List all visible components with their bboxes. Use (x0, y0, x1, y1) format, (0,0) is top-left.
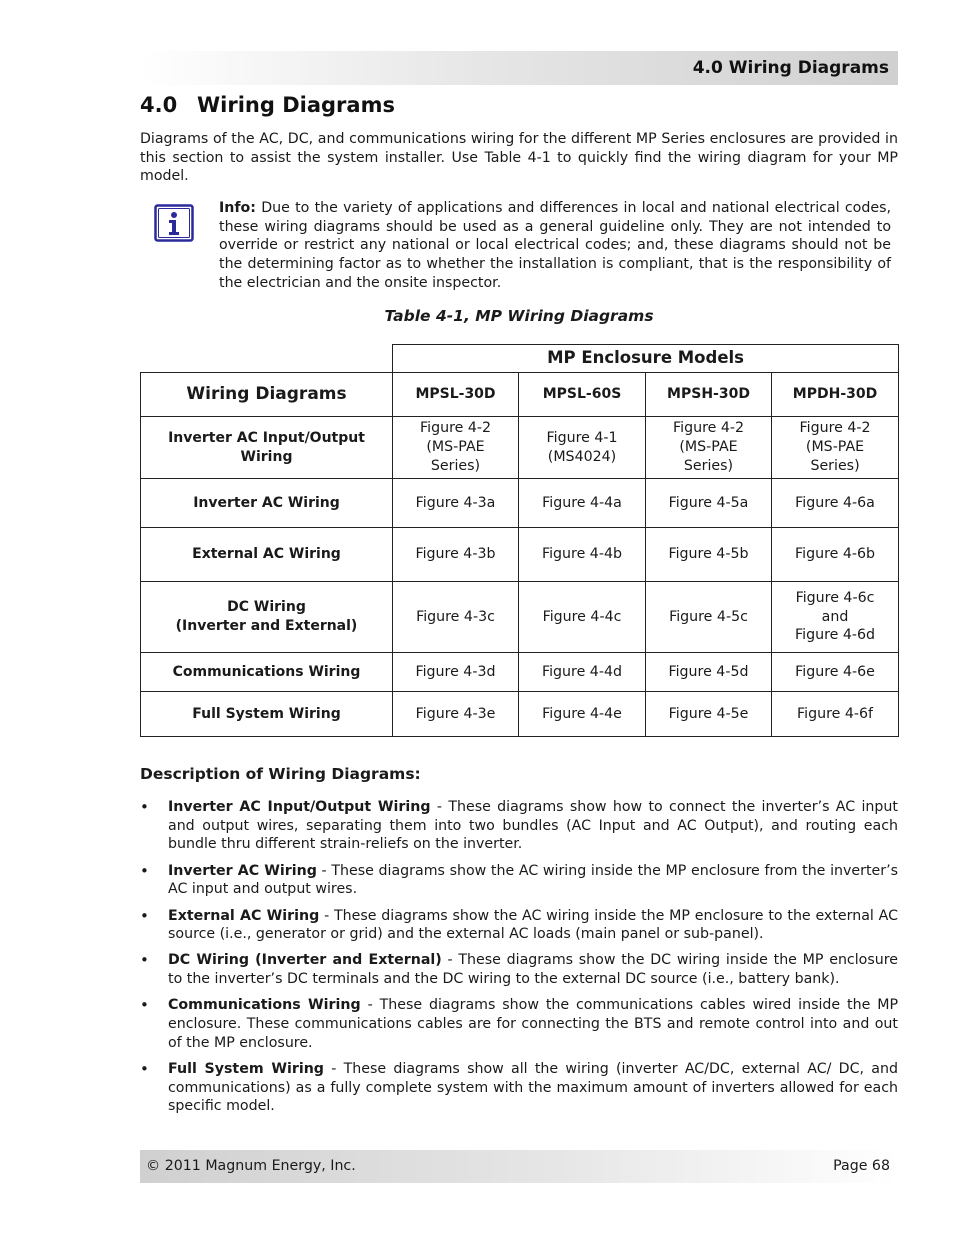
row-label: Full System Wiring (141, 692, 393, 737)
table-row (141, 479, 899, 528)
figure-cell: Figure 4-6f (772, 692, 899, 737)
figure-cell: Figure 4-6b (772, 528, 899, 582)
item-text: - These diagrams show the AC wiring inside the MP enclosure from the inverter’s AC input and output wires. (168, 862, 898, 898)
model-header: MPSH-30D (646, 373, 772, 417)
item-text: - These diagrams show the AC wiring inside the MP enclosure to the external AC source (i.e., generator or grid) and the external AC loads (main panel or sub-panel). (168, 907, 898, 943)
list-item (140, 951, 898, 988)
figure-cell: Figure 4-2 (MS-PAE Series) (646, 417, 772, 479)
item-term: External AC Wiring (168, 907, 320, 924)
running-header (140, 51, 898, 85)
item-term: Inverter AC Wiring (168, 862, 317, 879)
figure-cell: Figure 4-4d (519, 653, 646, 692)
row-label: External AC Wiring (141, 528, 393, 582)
item-text: - These diagrams show the DC wiring inside the MP enclosure to the inverter’s DC terminals and the DC wiring to the external DC source (i.e., battery bank). (168, 952, 898, 988)
page-title (140, 93, 395, 117)
list-item (140, 996, 898, 1052)
info-icon (154, 204, 194, 242)
model-header: MPSL-60S (519, 373, 646, 417)
wiring-table (140, 344, 899, 737)
list-item (140, 1060, 898, 1116)
figure-cell: Figure 4-3a (393, 479, 519, 528)
figure-cell: Figure 4-4c (519, 582, 646, 653)
info-body: Due to the variety of applications and differences in local and national electrical codes, these wiring diagrams should be used as a general guideline only. They are not intended to override or restrict any national or local electrical codes; and, these diagrams should not be the determining factor as to whether the installation is compliant, that is the responsibility of the electrician and the onsite inspector. (219, 200, 891, 291)
row-label: Communications Wiring (141, 653, 393, 692)
description-list (140, 798, 898, 1124)
bullet: • (140, 906, 149, 925)
wiring-diagrams-header: Wiring Diagrams (141, 373, 393, 417)
item-term: DC Wiring (Inverter and External) (168, 952, 442, 969)
model-header: MPDH-30D (772, 373, 899, 417)
row-label: Inverter AC Input/Output Wiring (141, 417, 393, 479)
running-header-title: 4.0 Wiring Diagrams (692, 58, 889, 78)
figure-cell: Figure 4-3e (393, 692, 519, 737)
item-text: - These diagrams show the communications cables wired inside the MP enclosure. These communications cables are for connecting the BTS and remote control into and out of the MP enclosure. (168, 997, 899, 1051)
figure-cell: Figure 4-4e (519, 692, 646, 737)
figure-cell: Figure 4-5d (646, 653, 772, 692)
intro-paragraph: Diagrams of the AC, DC, and communications wiring for the different MP Series enclosures are provided in this section to assist the system installer. Use Table 4-1 to quickly find the wiring diagram for your MP model. (140, 131, 898, 185)
bullet: • (140, 798, 149, 816)
figure-cell: Figure 4-2 (MS-PAE Series) (772, 417, 899, 479)
row-label: Inverter AC Wiring (141, 479, 393, 528)
page-footer (140, 1150, 898, 1183)
info-label: Info: (219, 200, 256, 216)
table-row (141, 528, 899, 582)
figure-cell: Figure 4-6a (772, 479, 899, 528)
table-row (141, 692, 899, 737)
table-row (141, 417, 899, 479)
table-row (141, 653, 899, 692)
list-item (140, 907, 898, 944)
models-group-header: MP Enclosure Models (393, 345, 899, 373)
figure-cell: Figure 4-6c and Figure 4-6d (772, 582, 899, 653)
table-corner (141, 345, 393, 373)
page-number: Page 68 (833, 1158, 890, 1174)
table-row (141, 582, 899, 653)
figure-cell: Figure 4-5a (646, 479, 772, 528)
item-term: Inverter AC Input/Output Wiring (168, 799, 431, 815)
item-term: Full System Wiring (168, 1060, 324, 1077)
list-item (140, 798, 898, 854)
bullet: • (140, 951, 149, 970)
row-label: DC Wiring (Inverter and External) (141, 582, 393, 653)
figure-cell: Figure 4-3c (393, 582, 519, 653)
section-title: Wiring Diagrams (197, 93, 395, 117)
bullet: • (140, 996, 149, 1015)
description-heading: Description of Wiring Diagrams: (140, 765, 421, 783)
copyright-text: © 2011 Magnum Energy, Inc. (146, 1158, 356, 1174)
item-term: Communications Wiring (168, 997, 361, 1014)
figure-cell: Figure 4-5b (646, 528, 772, 582)
figure-cell: Figure 4-6e (772, 653, 899, 692)
figure-cell: Figure 4-4a (519, 479, 646, 528)
figure-cell: Figure 4-5c (646, 582, 772, 653)
info-note (219, 199, 891, 293)
figure-cell: Figure 4-4b (519, 528, 646, 582)
model-header: MPSL-30D (393, 373, 519, 417)
figure-cell: Figure 4-3b (393, 528, 519, 582)
table-caption: Table 4-1, MP Wiring Diagrams (384, 307, 654, 325)
section-number: 4.0 (140, 93, 178, 117)
figure-cell: Figure 4-5e (646, 692, 772, 737)
figure-cell: Figure 4-2 (MS-PAE Series) (393, 417, 519, 479)
item-text: - These diagrams show how to connect the inverter’s AC input and output wires, separating them into two bundles (AC Input and AC Output), and routing each bundle thru different strain-reliefs on the inverter. (168, 799, 898, 853)
list-item (140, 862, 898, 899)
figure-cell: Figure 4-1 (MS4024) (519, 417, 646, 479)
figure-cell: Figure 4-3d (393, 653, 519, 692)
bullet: • (140, 861, 149, 880)
item-text: - These diagrams show all the wiring (inverter AC/DC, external AC/ DC, and communications) as a fully complete system with the maximum amount of inverters allowed for each specific model. (168, 1060, 898, 1115)
bullet: • (140, 1059, 149, 1078)
